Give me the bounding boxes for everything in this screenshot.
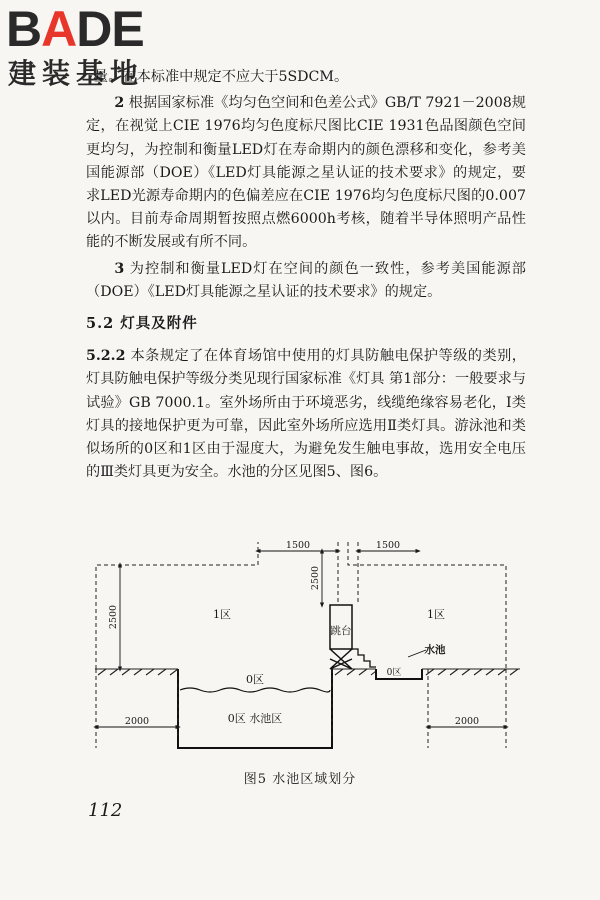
logo-wordmark: BADE: [6, 1, 144, 57]
dim-bottom-left: 2000: [124, 716, 150, 727]
section-title: 5.2 灯具及附件: [86, 315, 198, 333]
dimension-lines: [96, 551, 506, 727]
figure-caption: 图5 水池区域划分: [243, 772, 357, 787]
platform-label: 跳台: [330, 625, 352, 637]
diving-platform: [330, 605, 376, 669]
paragraph-continuation: 量。在本标准中规定不应大于5SDCM。: [94, 69, 349, 85]
dim-top-left: 1500: [285, 540, 311, 551]
zone-0-small-label: 0区: [386, 668, 402, 678]
dim-bottom-right: 2000: [454, 716, 480, 727]
dim-height-right: 2500: [310, 565, 321, 591]
zone-1-left-label: 1区: [213, 608, 231, 621]
ground-hatching: [95, 669, 520, 675]
zone-0-pool-label: 0区 水池区: [227, 712, 283, 725]
pool-zone-diagram: [90, 538, 530, 753]
paragraph-5-2-2: 5.2.2 本条规定了在体育场馆中使用的灯具防触电保护等级的类别，灯具防触电保护等级分类见现行国家标准《灯具 第1部分：一般要求与试验》GB 7000.1。室外场所由于环境恶劣，线缆绝缘容易老化，Ⅰ类灯具的接地保护更为可靠，因此室外场所应选用Ⅱ类灯具。游泳池和类似场所的0区和1区由于湿度大，为避免发生触电事故，选用安全电压的Ⅲ类灯具更为安全。水池的分区见图5、图6。: [86, 348, 526, 481]
zone-1-right-label: 1区: [427, 608, 445, 621]
paragraph-item-2: 2 根据国家标准《均匀色空间和色差公式》GB/T 7921－2008规定，在视觉上CIE 1976均匀色度标尺图比CIE 1931色品图颜色空间更均匀，为控制和衡量LED灯在寿命期内的颜色漂移和变化，参考美国能源部（DOE）《LED灯具能源之星认证的技术要求》的规定，要求LED光源寿命期内的色偏差应在CIE 1976均匀色度标尺图的0.007以内。目前寿命周期暂按照点燃6000h考核，随着半导体照明产品性能的不断发展或有所不同。: [86, 95, 526, 251]
zone-0-surface-label: 0区: [246, 673, 264, 686]
dim-top-right: 1500: [375, 540, 401, 551]
pool-label-leader: [408, 650, 426, 657]
dim-height-left: 2500: [108, 604, 119, 630]
paragraph-item-3: 3 为控制和衡量LED灯在空间的颜色一致性，参考美国能源部（DOE）《LED灯具能源之星认证的技术要求》的规定。: [86, 260, 526, 300]
water-surface: [180, 688, 330, 692]
logo-subtitle: 建装基地: [8, 57, 145, 90]
page-number: 112: [88, 800, 123, 821]
document-body: [86, 66, 526, 484]
pool-label: 水池: [424, 644, 446, 656]
